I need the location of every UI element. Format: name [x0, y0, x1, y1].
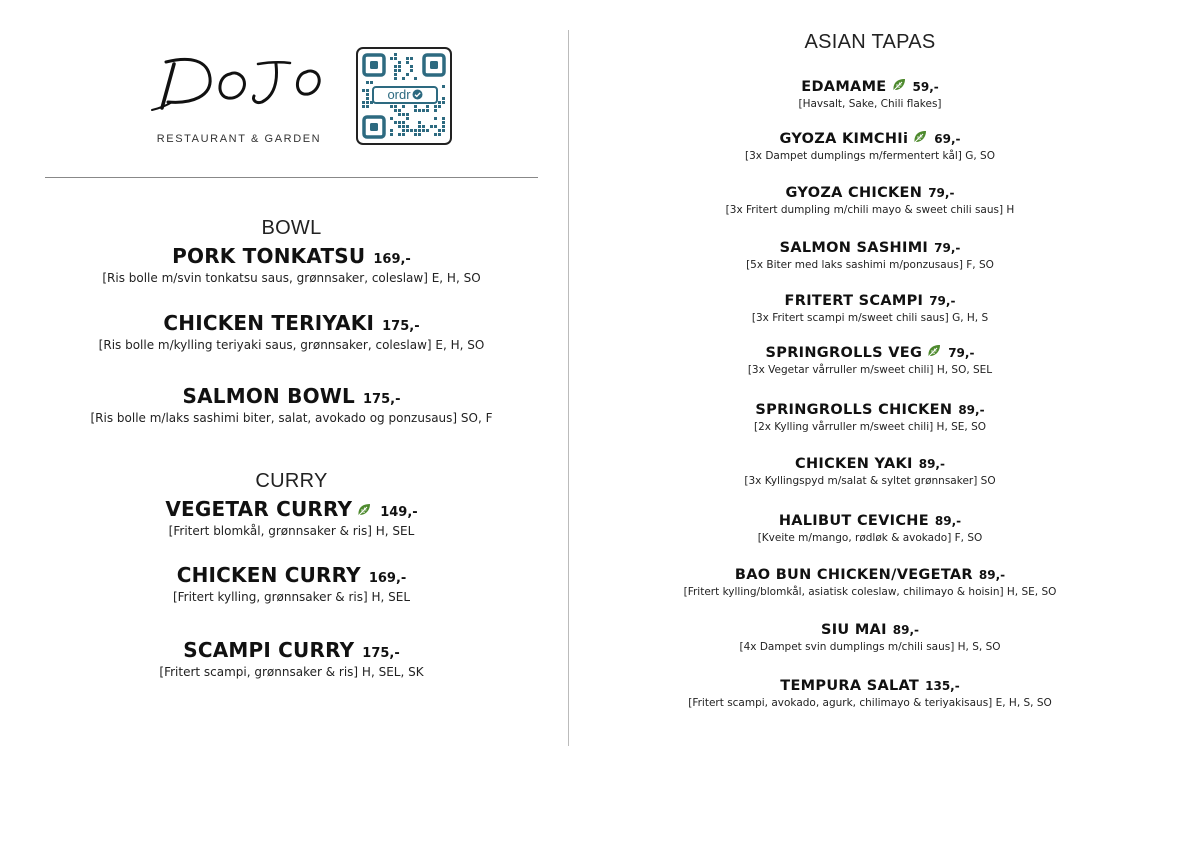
- item-price: 175,-: [362, 646, 400, 661]
- item-price: 169,-: [373, 252, 411, 267]
- item-name: CHICKEN CURRY: [176, 563, 361, 587]
- item-description: [Fritert kylling, grønnsaker & ris] H, SEL: [172, 590, 411, 604]
- menu-item: [45, 384, 538, 425]
- menu-item: [670, 182, 1070, 216]
- item-description: [Ris bolle m/kylling teriyaki saus, grønnsaker, coleslaw] E, H, SO: [98, 338, 485, 352]
- item-price: 59,-: [912, 80, 939, 94]
- menu-item: [670, 675, 1070, 709]
- menu-item: [670, 290, 1070, 324]
- header-divider: [45, 177, 538, 178]
- menu-item: [45, 244, 538, 285]
- item-price: 89,-: [958, 403, 985, 417]
- item-description: [5x Biter med laks sashimi m/ponzusaus] F, SO: [746, 259, 994, 271]
- item-price: 79,-: [929, 294, 956, 308]
- menu-item: [670, 342, 1070, 376]
- item-description: [2x Kylling vårruller m/sweet chili] H, SE, SO: [753, 421, 987, 433]
- item-price: 149,-: [380, 505, 418, 520]
- item-name: FRITERT SCAMPI: [784, 293, 924, 309]
- item-description: [Havsalt, Sake, Chili flakes]: [798, 98, 942, 110]
- item-price: 175,-: [382, 319, 420, 334]
- item-price: 89,-: [892, 623, 920, 637]
- item-name: GYOZA CHICKEN: [785, 185, 923, 201]
- item-price: 169,-: [368, 571, 407, 586]
- item-price: 79,-: [934, 241, 961, 255]
- item-description: [3x Kyllingspyd m/salat & syltet grønnsaker] SO: [744, 475, 996, 487]
- item-description: [3x Fritert scampi m/sweet chili saus] G, H, S: [751, 312, 989, 324]
- item-name: SALMON BOWL: [182, 384, 355, 408]
- item-name: VEGETAR CURRY: [165, 497, 353, 521]
- item-name: PORK TONKATSU: [172, 244, 366, 268]
- item-name: EDAMAME: [801, 79, 887, 95]
- menu-item: [45, 563, 538, 604]
- item-price: 135,-: [925, 679, 960, 693]
- asian-tapas-section-title: ASIAN TAPAS: [804, 31, 936, 53]
- vegetarian-leaf-icon: [356, 502, 372, 518]
- vegetarian-leaf-icon: [912, 129, 928, 145]
- menu-item: [670, 399, 1070, 433]
- menu-item: [670, 128, 1070, 162]
- menu-item: [670, 619, 1070, 653]
- qr-code[interactable]: [356, 47, 452, 145]
- item-price: 79,-: [948, 346, 975, 360]
- item-name: TEMPURA SALAT: [780, 678, 920, 694]
- item-description: [Fritert scampi, avokado, agurk, chilimayo & teriyakisaus] E, H, S, SO: [688, 697, 1052, 709]
- item-description: [Ris bolle m/svin tonkatsu saus, grønnsaker, coleslaw] E, H, SO: [102, 271, 481, 285]
- item-name: SCAMPI CURRY: [183, 638, 355, 662]
- item-price: 89,-: [918, 457, 945, 471]
- item-price: 89,-: [978, 568, 1006, 582]
- menu-item: [670, 237, 1070, 271]
- item-name: SPRINGROLLS CHICKEN: [755, 402, 953, 418]
- check-circle-icon: [412, 89, 423, 100]
- item-name: CHICKEN YAKI: [795, 456, 913, 472]
- column-divider: [568, 30, 569, 746]
- curry-section-title: CURRY: [255, 470, 328, 492]
- item-price: 89,-: [934, 514, 962, 528]
- vegetarian-leaf-icon: [926, 343, 942, 359]
- item-description: [3x Vegetar vårruller m/sweet chili] H, SO, SEL: [747, 364, 993, 376]
- item-price: 79,-: [928, 186, 955, 200]
- item-name: SALMON SASHIMI: [779, 240, 929, 256]
- item-description: [Fritert scampi, grønnsaker & ris] H, SEL, SK: [159, 665, 424, 679]
- menu-item: [670, 510, 1070, 544]
- menu-item: [670, 76, 1070, 110]
- item-name: SPRINGROLLS VEG: [765, 345, 923, 361]
- item-description: [Kveite m/mango, rødløk & avokado] F, SO: [757, 532, 983, 544]
- item-description: [3x Dampet dumplings m/fermentert kål] G, SO: [744, 150, 995, 162]
- item-name: SIU MAI: [820, 622, 887, 638]
- item-name: HALIBUT CEVICHE: [778, 513, 929, 529]
- item-price: 69,-: [934, 132, 961, 146]
- item-description: [Fritert kylling/blomkål, asiatisk coleslaw, chilimayo & hoisin] H, SE, SO: [683, 586, 1057, 598]
- qr-ordr-label: ordr: [372, 86, 438, 104]
- item-description: [Fritert blomkål, grønnsaker & ris] H, SEL: [168, 524, 415, 538]
- menu-item: [45, 638, 538, 679]
- item-name: GYOZA KIMCHIi: [779, 131, 909, 147]
- item-name: CHICKEN TERIYAKI: [163, 311, 375, 335]
- item-description: [4x Dampet svin dumplings m/chili saus] H, S, SO: [739, 641, 1001, 653]
- menu-item: [45, 311, 538, 352]
- menu-item: [670, 453, 1070, 487]
- menu-item: [670, 564, 1070, 598]
- item-name: BAO BUN CHICKEN/VEGETAR: [734, 567, 973, 583]
- item-price: 175,-: [363, 392, 401, 407]
- bowl-section-title: BOWL: [261, 217, 322, 239]
- menu-item: [45, 497, 538, 538]
- restaurant-tagline: RESTAURANT & GARDEN: [156, 133, 322, 145]
- item-description: [Ris bolle m/laks sashimi biter, salat, avokado og ponzusaus] SO, F: [90, 411, 493, 425]
- item-description: [3x Fritert dumpling m/chili mayo & sweet chili saus] H: [725, 204, 1015, 216]
- vegetarian-leaf-icon: [891, 77, 907, 93]
